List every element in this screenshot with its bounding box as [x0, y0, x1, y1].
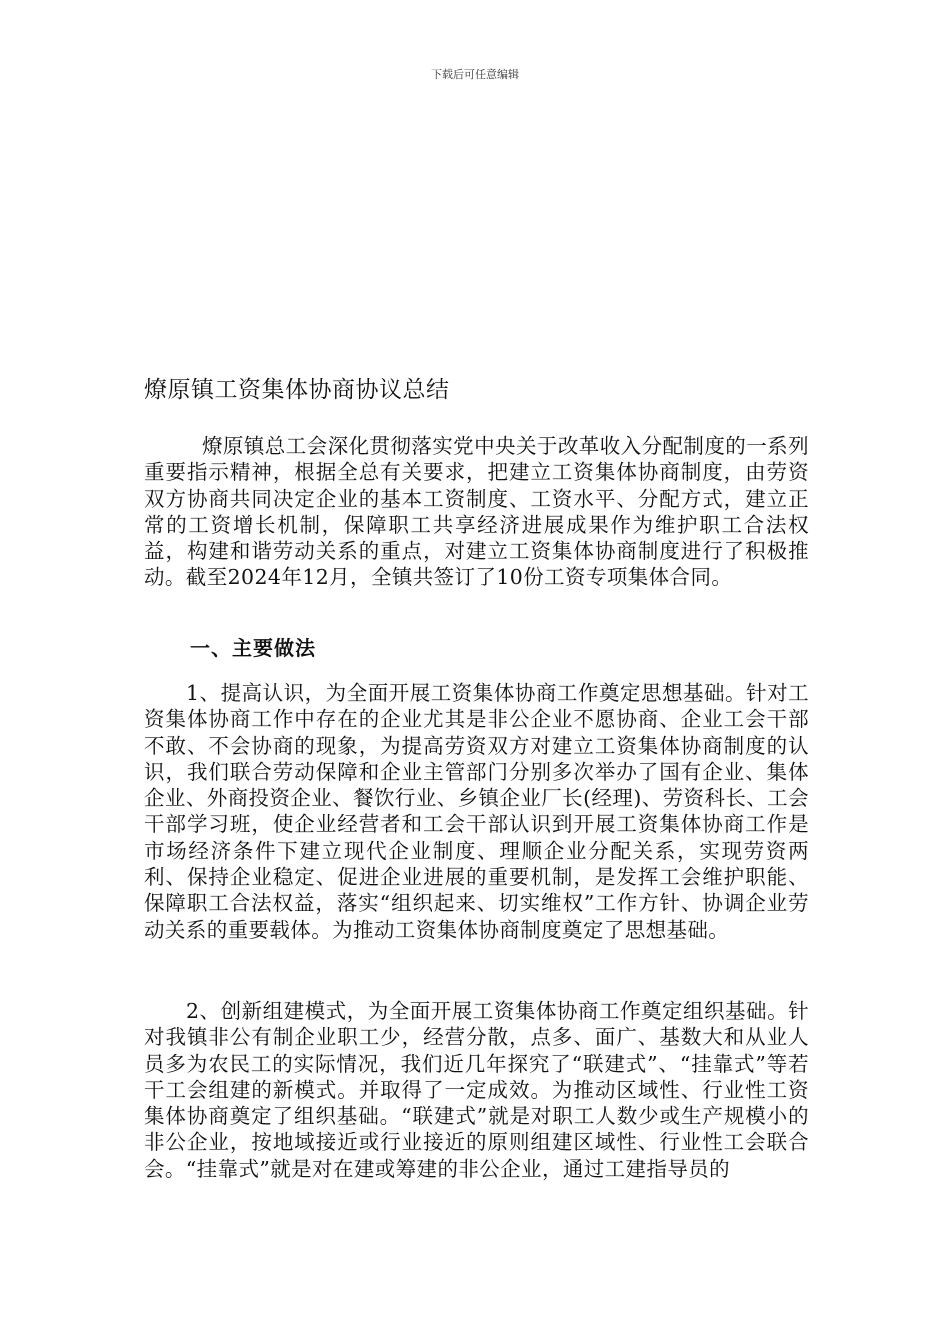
- paragraph-item-2: 2、创新组建模式，为全面开展工资集体协商工作奠定组织基础。针对我镇非公有制企业职工少，经营分散，点多、面广、基数大和从业人员多为农民工的实际情况，我们近几年探究了“联建式”、“挂靠式”等若干工会组建的新模式。并取得了一定成效。为推动区域性、行业性工资集体协商奠定了组织基础。“联建式”就是对职工人数少或生产规模小的非公企业，按地域接近或行业接近的原则组建区域性、行业性工会联合会。“挂靠式”就是对在建或筹建的非公企业，通过工建指导员的: [144, 999, 809, 1181]
- document-title: 燎原镇工资集体协商协议总结: [144, 377, 450, 403]
- section-heading-main-practices: 一、主要做法: [190, 636, 316, 660]
- intro-paragraph: 燎原镇总工会深化贯彻落实党中央关于改革收入分配制度的一系列重要指示精神，根据全总有关要求，把建立工资集体协商制度，由劳资双方协商共同决定企业的基本工资制度、工资水平、分配方式，建立正常的工资增长机制，保障职工共享经济进展成果作为维护职工合法权益，构建和谐劳动关系的重点，对建立工资集体协商制度进行了积极推动。截至2024年12月，全镇共签订了10份工资专项集体合同。: [144, 434, 809, 590]
- page-header-note: 下载后可任意编辑: [431, 68, 519, 81]
- paragraph-item-1: 1、提高认识，为全面开展工资集体协商工作奠定思想基础。针对工资集体协商工作中存在的企业尤其是非公企业不愿协商、企业工会干部不敢、不会协商的现象，为提高劳资双方对建立工资集体协商制度的认识，我们联合劳动保障和企业主管部门分别多次举办了国有企业、集体企业、外商投资企业、餐饮行业、乡镇企业厂长(经理)、劳资科长、工会干部学习班，使企业经营者和工会干部认识到开展工资集体协商工作是市场经济条件下建立现代企业制度、理顺企业分配关系，实现劳资两利、保持企业稳定、促进企业进展的重要机制，是发挥工会维护职能、保障职工合法权益，落实“组织起来、切实维权”工作方针、协调企业劳动关系的重要载体。为推动工资集体协商制度奠定了思想基础。: [144, 681, 809, 942]
